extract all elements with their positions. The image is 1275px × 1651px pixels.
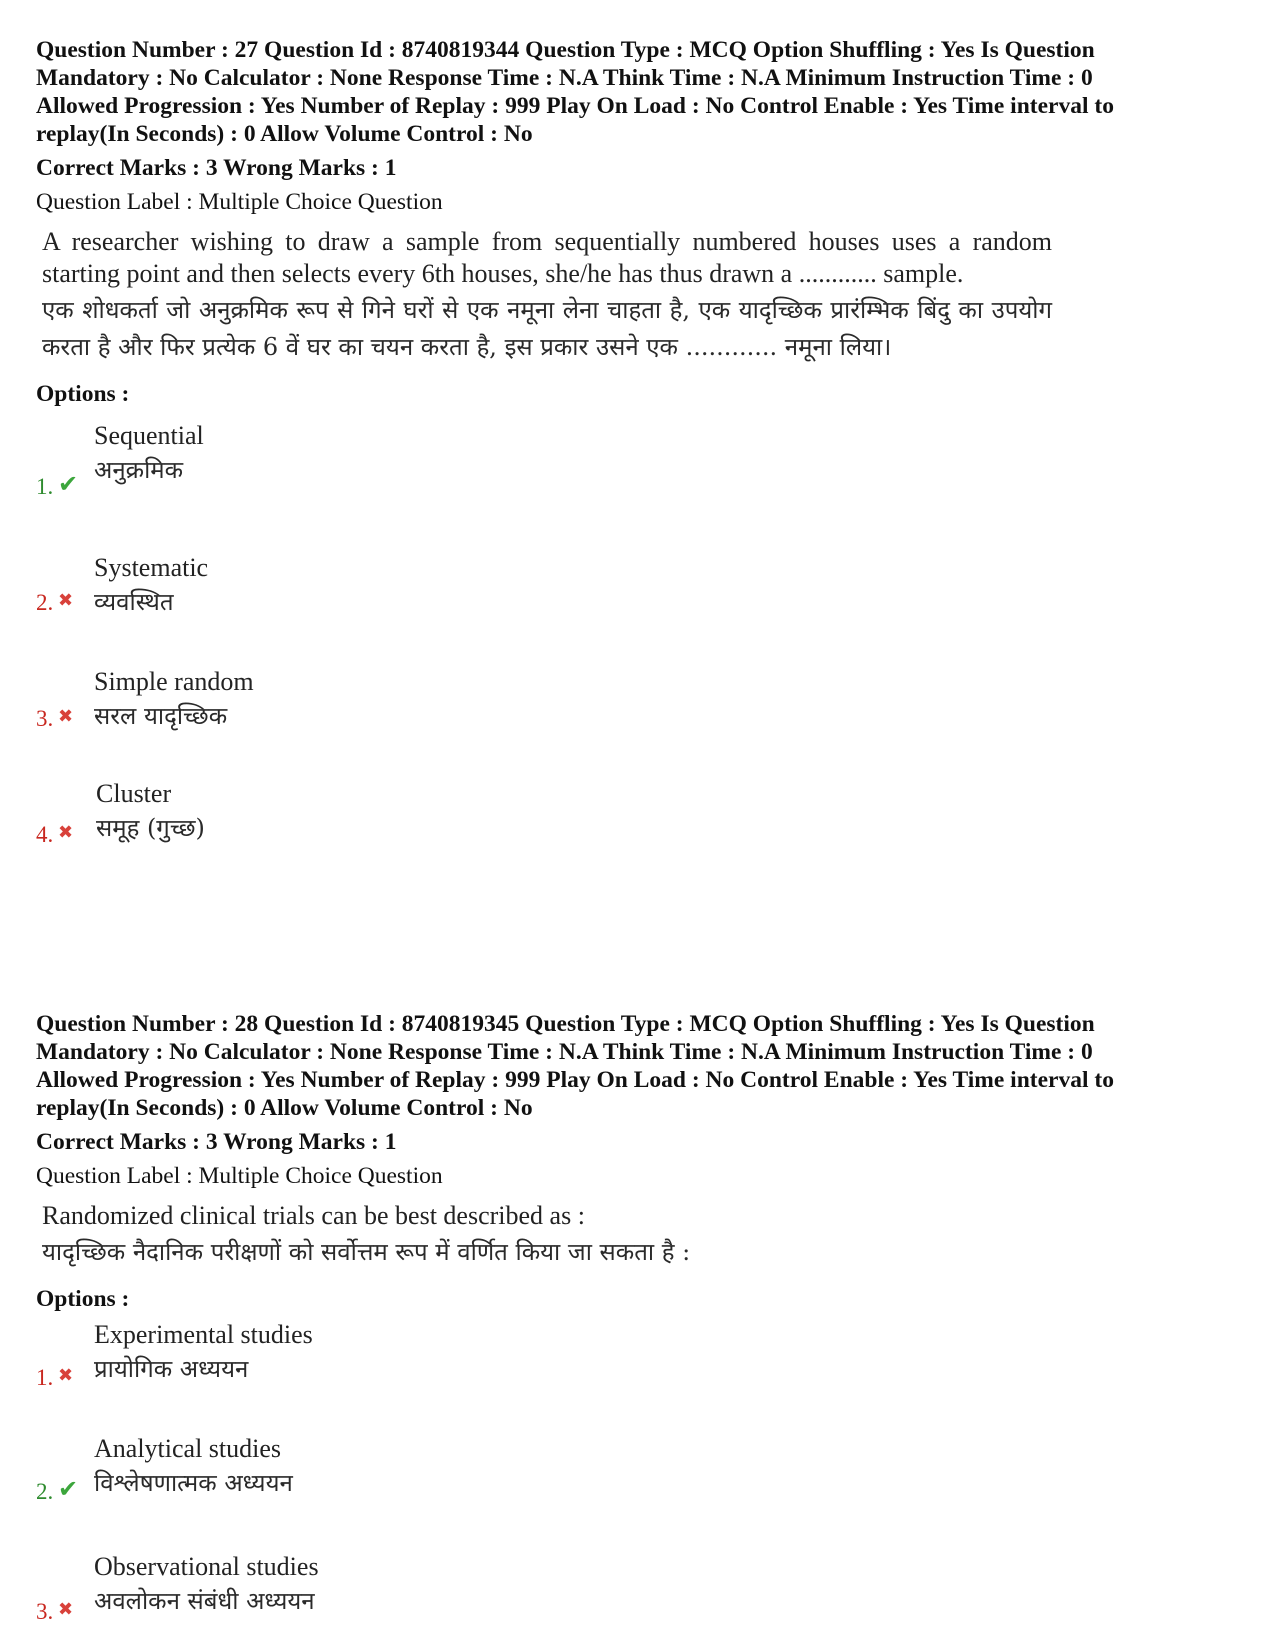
cross-mark-icon: ✖ <box>58 1599 74 1619</box>
option-2 <box>36 1433 636 1513</box>
options-heading: Options : <box>36 381 130 407</box>
option-3 <box>36 666 636 746</box>
question-text <box>42 226 1052 366</box>
question-text-english: Randomized clinical trials can be best described as : <box>42 1201 585 1230</box>
question-text-hindi: एक शोधकर्ता जो अनुक्रमिक रूप से गिने घरों से एक नमूना लेना चाहता है, एक यादृच्छिक प्रारंम्भिक बिंदु का उपयोग करता है और फिर प्रत्येक 6 वें घर का चयन करता है, इस प्रकार उसने एक ............ नमूना लिया। <box>42 296 1052 361</box>
option-number: 4. <box>36 822 54 847</box>
option-number: 2. <box>36 590 54 615</box>
option-3 <box>36 1551 636 1631</box>
cross-mark-icon: ✖ <box>58 822 74 842</box>
option-text-hindi: अनुक्रमिक <box>94 456 184 484</box>
question-27 <box>36 36 1246 858</box>
option-text-english: Observational studies <box>94 1552 319 1581</box>
option-number: 3. <box>36 1599 54 1624</box>
cross-mark-icon: ✖ <box>58 590 74 610</box>
option-text-english: Systematic <box>94 553 209 582</box>
marks-info: Correct Marks : 3 Wrong Marks : 1 <box>36 155 397 181</box>
option-number: 3. <box>36 706 54 731</box>
option-text-hindi: अवलोकन संबंधी अध्ययन <box>94 1587 315 1615</box>
options-list <box>36 408 1246 858</box>
option-text-english: Experimental studies <box>94 1320 313 1349</box>
question-meta-line: replay(In Seconds) : 0 Allow Volume Control : No <box>36 1095 533 1121</box>
option-text-hindi: समूह (गुच्छ) <box>96 814 205 842</box>
cross-mark-icon: ✖ <box>58 706 74 726</box>
question-text <box>42 1200 1052 1271</box>
question-meta-line: Allowed Progression : Yes Number of Replay : 999 Play On Load : No Control Enable : Yes Time interval to <box>36 93 1114 119</box>
check-mark-icon: ✔ <box>58 472 79 498</box>
check-mark-icon: ✔ <box>58 1477 79 1503</box>
question-meta-line: Question Number : 27 Question Id : 8740819344 Question Type : MCQ Option Shuffling : Yes Is Question <box>36 37 1095 63</box>
cross-mark-icon: ✖ <box>58 1365 74 1385</box>
option-number: 2. <box>36 1479 54 1504</box>
option-text-english: Cluster <box>96 779 172 808</box>
option-text-english: Analytical studies <box>94 1434 282 1463</box>
question-meta-line: Mandatory : No Calculator : None Response Time : N.A Think Time : N.A Minimum Instruction Time : 0 <box>36 1039 1093 1065</box>
question-meta-line: Allowed Progression : Yes Number of Replay : 999 Play On Load : No Control Enable : Yes Time interval to <box>36 1067 1114 1093</box>
question-28 <box>36 1010 1246 1643</box>
question-meta-line: Question Number : 28 Question Id : 8740819345 Question Type : MCQ Option Shuffling : Yes Is Question <box>36 1011 1095 1037</box>
option-text-hindi: सरल यादृच्छिक <box>94 702 228 730</box>
option-4 <box>36 778 636 858</box>
question-text-hindi: यादृच्छिक नैदानिक परीक्षणों को सर्वोत्तम रूप में वर्णित किया जा सकता है : <box>42 1238 691 1266</box>
option-number: 1. <box>36 1365 54 1390</box>
question-meta-line: replay(In Seconds) : 0 Allow Volume Control : No <box>36 121 533 147</box>
option-1 <box>36 1319 636 1399</box>
marks-info: Correct Marks : 3 Wrong Marks : 1 <box>36 1129 397 1155</box>
option-2 <box>36 552 636 632</box>
question-label: Question Label : Multiple Choice Question <box>36 1163 443 1189</box>
option-text-english: Simple random <box>94 667 254 696</box>
question-text-english: A researcher wishing to draw a sample from sequentially numbered houses uses a random starting point and then selects every 6th houses, she/he has thus drawn a ............ sample. <box>42 227 1052 288</box>
question-label: Question Label : Multiple Choice Question <box>36 189 443 215</box>
options-heading: Options : <box>36 1286 130 1312</box>
option-text-hindi: व्यवस्थित <box>94 588 174 616</box>
option-text-english: Sequential <box>94 421 204 450</box>
options-list <box>36 1313 1246 1643</box>
option-text-hindi: प्रायोगिक अध्ययन <box>94 1355 249 1383</box>
option-1 <box>36 420 636 500</box>
option-number: 1. <box>36 474 54 499</box>
question-meta-line: Mandatory : No Calculator : None Response Time : N.A Think Time : N.A Minimum Instruction Time : 0 <box>36 65 1093 91</box>
option-text-hindi: विश्लेषणात्मक अध्ययन <box>94 1469 293 1497</box>
